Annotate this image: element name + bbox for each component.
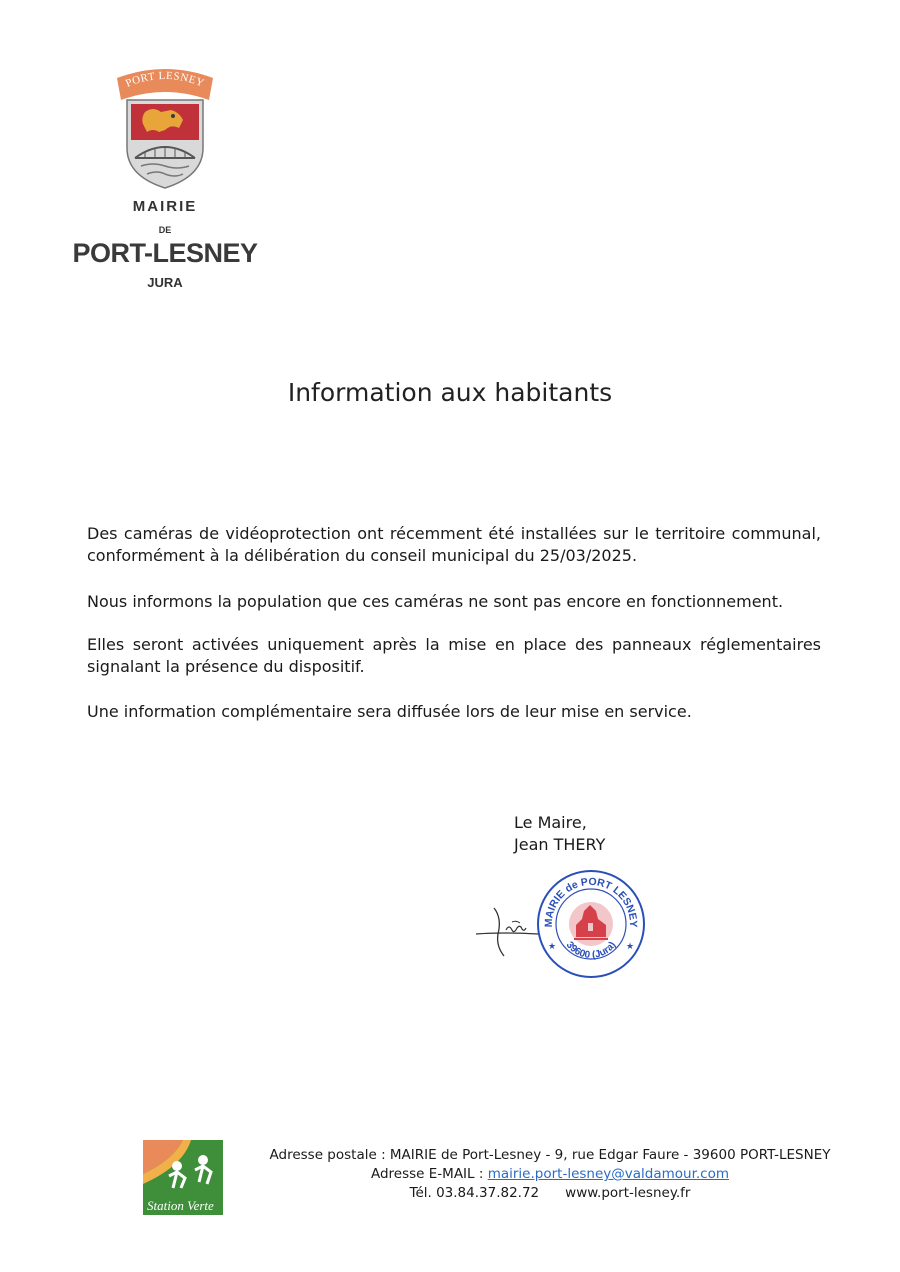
footer-postal-address: Adresse postale : MAIRIE de Port-Lesney - 9, rue Edgar Faure - 39600 PORT-LESNEY	[269, 1147, 831, 1163]
svg-text:★: ★	[626, 942, 635, 952]
crest-banner-text: PORT LESNEY	[123, 69, 206, 90]
town-crest-logo	[113, 66, 217, 190]
page-title: Information aux habitants	[287, 378, 613, 407]
paragraph-2: Nous informons la population que ces caméras ne sont pas encore en fonctionnement.	[87, 592, 784, 611]
footer-email-link[interactable]: mairie.port-lesney@valdamour.com	[487, 1166, 730, 1182]
paragraph-4: Une information complémentaire sera diffusée lors de leur mise en service.	[87, 702, 692, 721]
footer-email-line	[250, 1165, 850, 1184]
footer-contact-line	[250, 1184, 850, 1203]
footer-email-label: Adresse E-MAIL :	[370, 1166, 488, 1182]
svg-text:★: ★	[548, 942, 557, 952]
official-stamp	[534, 867, 648, 981]
header-town-name: PORT-LESNEY	[72, 238, 258, 268]
paragraph-1: Des caméras de vidéoprotection ont récemment été installées sur le territoire communal, conformément à la délibération du conseil municipal du 25/03/2025.	[87, 524, 821, 565]
station-verte-logo	[143, 1140, 223, 1215]
stamp-top-text: MAIRIE de PORT LESNEY	[542, 875, 640, 928]
signature-title: Le Maire,	[514, 813, 587, 832]
signature-name: Jean THERY	[514, 835, 606, 854]
stamp-bottom-text: 39600 (Jura)	[563, 939, 619, 961]
header-region: JURA	[147, 275, 183, 290]
paragraph-3: Elles seront activées uniquement après la mise en place des panneaux réglementaires signalant la présence du dispositif.	[87, 635, 821, 676]
footer-phone: Tél. 03.84.37.82.72	[409, 1185, 540, 1201]
station-verte-text: Station Verte	[147, 1198, 214, 1213]
header-mairie: MAIRIE	[132, 198, 198, 215]
header-de: DE	[158, 225, 172, 235]
handwritten-signature	[472, 900, 542, 960]
footer-website-link[interactable]: www.port-lesney.fr	[565, 1185, 691, 1201]
